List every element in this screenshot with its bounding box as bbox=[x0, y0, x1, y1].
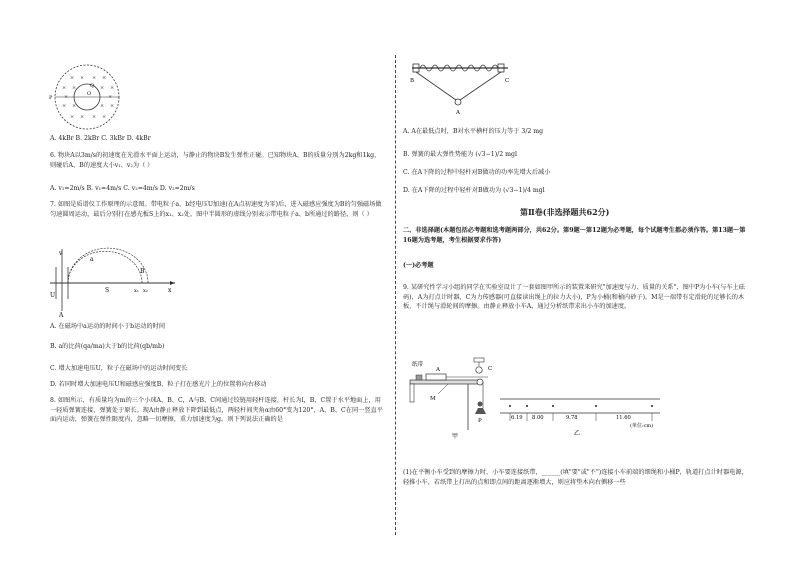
svg-text:×: × bbox=[110, 103, 115, 109]
label-o: O bbox=[87, 91, 92, 97]
svg-text:×: × bbox=[70, 114, 75, 120]
svg-text:×: × bbox=[72, 85, 77, 91]
svg-text:×: × bbox=[70, 75, 75, 81]
svg-text:×: × bbox=[92, 75, 97, 81]
tape-value-3: 9.78 bbox=[566, 415, 578, 421]
q7-option-c: C. 增大加速电压U，粒子在磁场中的运动时间变长 bbox=[50, 365, 188, 372]
label-m: M bbox=[430, 396, 436, 402]
q7-text: 7. 如图是质谱仪工作原理的示意图。带电粒子a、b经电压U加速(在A点初速度为零)后，进入磁感应强度为B的匀强磁场做匀速圆周运动，最后分别打在感光板S上的x₁、x₂处。图中半圆形的虚线分别表示带电粒子a、b所通过的路径，则（ ） bbox=[50, 201, 382, 218]
magnetic-field-figure bbox=[50, 62, 130, 134]
apparatus-figure-jia bbox=[408, 352, 508, 442]
svg-text:×: × bbox=[110, 85, 115, 91]
q6-text: 6. 物块A以3m/s的初速度在光滑水平面上运动，与静止的物块B发生弹性正碰。已知物块A、B的质量分别为2kg和1kg，则碰后A、B的速度大小v₁、v₂为（ ） bbox=[50, 152, 381, 169]
q8-option-a: A. A在最低点时，B对水平横杆的压力等于 3/2 mg bbox=[403, 128, 544, 135]
svg-text:×: × bbox=[102, 75, 107, 81]
label-paper-tape: 纸带 bbox=[412, 362, 424, 368]
q8-option-b: B. 弹簧的最大弹性势能为 (√3−1)/2 mgl bbox=[403, 151, 517, 158]
svg-text:×: × bbox=[100, 85, 105, 91]
q7-option-d: D. 若同时增大加速电压U和磁感应强度B，粒子打在感光片上的位置将向右移动 bbox=[50, 381, 267, 388]
label-a: A bbox=[436, 367, 440, 373]
q8-text: 8. 如图所示，有质量均为m的三个小球A、B、C，A与B、C间通过铰链用轻杆连接，杆长为l，B、C置于水平地面上，用一轻质弹簧连接，弹簧处于原长。现A由静止释放下降到最低点，两轻杆间夹角α由60°变为120°，A、B、C在同一竖直平面内运动，弹簧在弹性限度内，忽略一切摩擦，重力加速度为g。则下列说法正确的是 bbox=[50, 397, 383, 423]
label-s: S bbox=[105, 287, 110, 294]
svg-text:×: × bbox=[62, 103, 67, 109]
svg-text:×: × bbox=[62, 85, 67, 91]
label-b: B bbox=[410, 78, 415, 84]
required-label: (一)必考题 bbox=[403, 262, 434, 269]
section-title: 第Ⅱ卷(非选择题共62分) bbox=[520, 207, 610, 217]
svg-text:×: × bbox=[100, 103, 105, 109]
q9-sub1: (1)在平衡小车受到的摩擦力时，小车要连接纸带，______(填"要"或"不")连接小车前端的细绳和小桶P，轨道打点计时器电源，轻推小车，若纸带上打出的点和即点间的距离逐渐增大，则应将垫木向右侧移一些 bbox=[403, 469, 748, 486]
svg-text:×: × bbox=[80, 75, 85, 81]
spring-linkage-figure bbox=[408, 60, 518, 120]
tape-value-1: 6.19 bbox=[511, 415, 523, 421]
label-c: C bbox=[505, 78, 510, 84]
svg-text:×: × bbox=[92, 114, 97, 120]
label-a: A bbox=[456, 110, 460, 116]
svg-text:×: × bbox=[80, 114, 85, 120]
label-b: B bbox=[140, 268, 145, 275]
field-cross-marks bbox=[62, 75, 114, 120]
mass-spectrometer-figure bbox=[50, 245, 180, 320]
q7-option-b: B. a的比荷(qa/ma)大于b的比荷(qb/mb) bbox=[50, 343, 165, 350]
label-jia: 甲 bbox=[452, 433, 459, 440]
label-p: P bbox=[478, 418, 482, 424]
label-v: v bbox=[59, 250, 63, 257]
svg-text:×: × bbox=[102, 114, 107, 120]
q6-options: A. v₁=2m/s B. v₁=4m/s C. v₂=4m/s D. v₂=2m/s bbox=[50, 185, 195, 192]
label-p: P bbox=[49, 95, 53, 101]
svg-text:×: × bbox=[108, 94, 113, 100]
svg-text:×: × bbox=[64, 94, 69, 100]
part2-heading: 二、非选择题(本题包括必考题和选考题两部分，共62分。第9题～第12题为必考题，每个试题考生都必须作答。第13题～第16题为选考题，考生根据要求作答) bbox=[403, 227, 746, 244]
label-c: C bbox=[488, 366, 493, 372]
svg-text:×: × bbox=[72, 103, 77, 109]
column-divider bbox=[395, 55, 396, 535]
label-yi: 乙 bbox=[574, 430, 581, 437]
label-q: Q bbox=[90, 83, 95, 89]
label-a-point: A bbox=[59, 312, 64, 319]
q8-option-d: D. 在A下降的过程中轻杆对B做功为 (√3−1)/4 mgl bbox=[403, 187, 545, 194]
paper-tape-figure-yi bbox=[500, 395, 672, 437]
label-x: x bbox=[168, 287, 172, 294]
q9-text: 9. 某研究性学习小组的同学在实验室设计了一套如图甲所示的装置来研究"加速度与力、质量的关系"，图中P为小车(与车上砝码)，A为打点计时器，C为力传感器(可直接读出绳上的拉力大小)，P为小桶(和桶内砂子)，M是一端带有定滑轮的足够长的木板，不计绳与滑轮间的摩擦。由静止释放小车A，通过分析纸带求出小车的加速度。 bbox=[403, 284, 745, 310]
label-a: a bbox=[90, 256, 94, 263]
label-x1: x₁ bbox=[134, 288, 139, 294]
tape-value-2: 8.00 bbox=[532, 415, 544, 421]
q7-option-a: A. 在磁场中a运动的时间小于b运动的时间 bbox=[50, 323, 166, 330]
tape-unit: (单位:cm) bbox=[630, 423, 654, 429]
q8-option-c: C. 在A下降的过程中轻杆对B做功的功率先增大后减小 bbox=[403, 169, 551, 176]
label-u: U bbox=[50, 292, 56, 299]
tape-value-4: 11.60 bbox=[616, 415, 631, 421]
q5-options: A. 4kBr B. 2kBr C. 3kBr D. 4kBr bbox=[50, 135, 151, 142]
label-x2: x₂ bbox=[143, 288, 148, 294]
